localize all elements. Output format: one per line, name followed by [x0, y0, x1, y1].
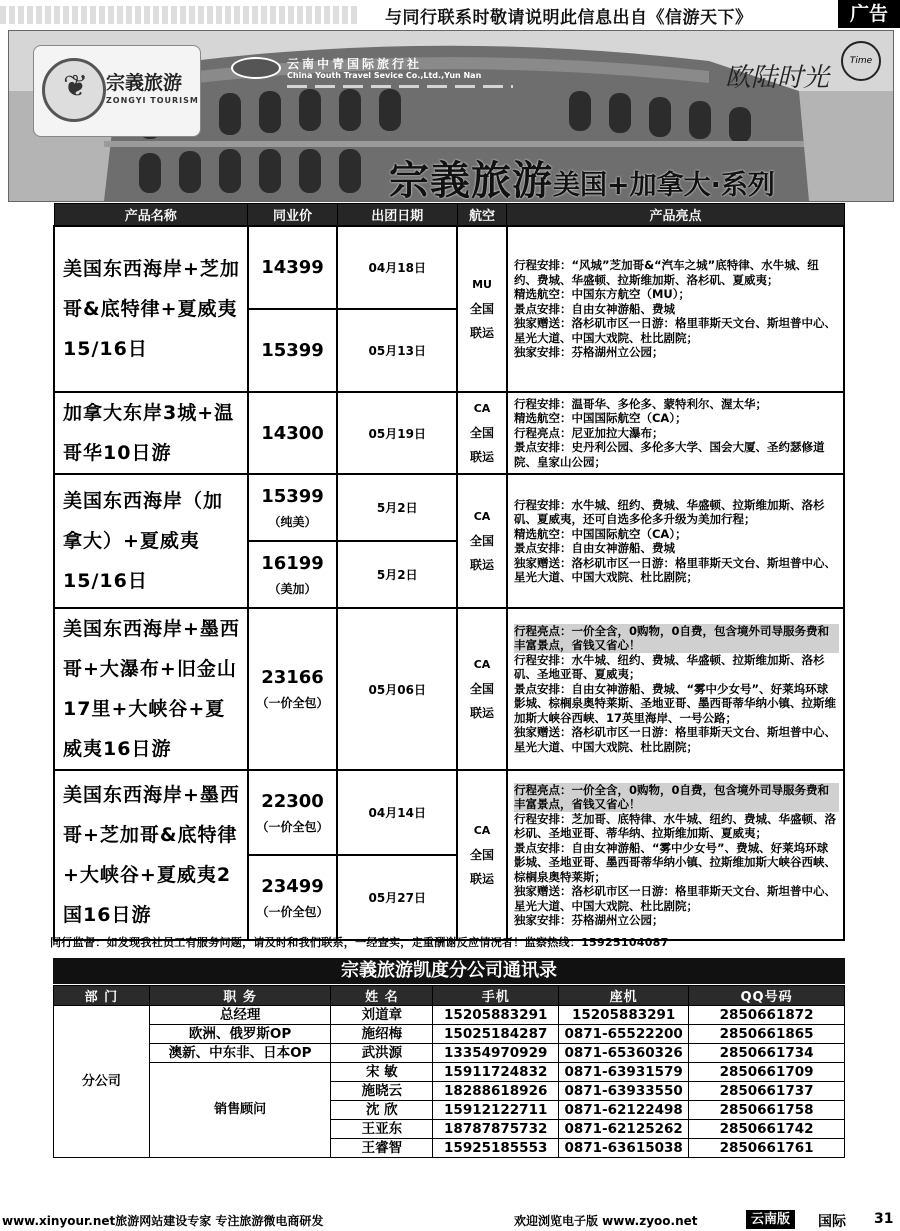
product-highlights [507, 474, 844, 608]
airline-code: CA [473, 824, 491, 837]
mobile-cell: 15911724832 [433, 1063, 559, 1082]
airline-cell [457, 474, 507, 608]
price-value: 14399 [261, 257, 324, 278]
col-department: 部 门 [54, 986, 150, 1006]
cyts-logo-icon [231, 57, 281, 79]
highlight-line: 独家赠送：洛杉矶市区一日游：格里菲斯天文台、斯坦普中心、星光大道、中国大戏院、杜比剧院； [513, 316, 836, 345]
phone-cell: 15205883291 [559, 1006, 689, 1025]
name-cell: 沈 欣 [331, 1101, 433, 1120]
col-name: 姓 名 [331, 986, 433, 1006]
highlight-line: 行程亮点：尼亚加拉大瀑布； [513, 425, 664, 440]
agency-contact-strip [287, 85, 513, 88]
highlight-line: 行程安排：水牛城、纽约、费城、华盛顿、拉斯维加斯、洛杉矶、夏威夷，还可自选多伦多升级为美加行程； [513, 497, 825, 526]
highlight-line: 行程安排：温哥华、多伦多、蒙特利尔、渥太华； [513, 396, 767, 411]
qq-cell: 2850661865 [689, 1025, 845, 1044]
logo-name: 宗義旅游 [106, 72, 183, 94]
product-highlights [507, 608, 844, 770]
highlight-line: 行程安排：“风城”芝加哥&“汽车之城”底特律、水牛城、纽约、费城、华盛顿、拉斯维加斯、洛杉矶、夏威夷； [513, 258, 819, 287]
directory-row [54, 1025, 845, 1044]
product-highlights [507, 226, 844, 392]
phone-cell: 0871-63615038 [559, 1139, 689, 1158]
col-mobile: 手机 [433, 986, 559, 1006]
name-cell: 施绍梅 [331, 1025, 433, 1044]
price-note: （美加） [268, 581, 317, 596]
role-cell: 总经理 [149, 1006, 331, 1025]
product-price [248, 770, 338, 855]
mobile-cell: 15025184287 [433, 1025, 559, 1044]
airline-note: 全国联运 [470, 848, 495, 886]
directory-row [54, 1006, 845, 1025]
highlight-line: 行程安排：水牛城、纽约、费城、华盛顿、拉斯维加斯、洛杉矶、圣地亚哥、夏威夷； [513, 652, 825, 682]
footer-middle: 欢迎浏览电子版 www.zyoo.net [514, 1214, 698, 1228]
mobile-cell: 13354970929 [433, 1044, 559, 1063]
footer-left: www.xinyour.net旅游网站建设专家 专注旅游微电商研发 [2, 1214, 324, 1228]
highlight-line: 景点安排：自由女神游船、费城 [513, 301, 675, 316]
highlight-line: 独家安排：芬格湖州立公园； [513, 345, 664, 360]
departure-date: 5月2日 [337, 474, 457, 541]
price-note: （纯美） [268, 514, 317, 529]
directory-title: 宗義旅游凯度分公司通讯录 [53, 958, 845, 984]
product-price [248, 392, 338, 474]
agency-en: China Youth Travel Sevice Co.,Ltd.,Yun Nan [287, 71, 482, 80]
directory-row [54, 1044, 845, 1063]
banner [8, 30, 894, 202]
product-row [54, 474, 844, 541]
mobile-cell: 15912122711 [433, 1101, 559, 1120]
directory-row [54, 1063, 845, 1082]
product-row [54, 770, 844, 855]
product-row [54, 608, 844, 770]
airline-cell [457, 608, 507, 770]
agency-cn: 云南中青国际旅行社 [287, 57, 423, 71]
col-role: 职 务 [149, 986, 331, 1006]
qq-cell: 2850661709 [689, 1063, 845, 1082]
directory-table [53, 985, 845, 1158]
top-bar [0, 0, 900, 28]
role-cell: 销售顾问 [149, 1063, 331, 1158]
price-value: 23499 [261, 875, 324, 897]
time-badge: Time [841, 41, 881, 81]
col-qq: QQ号码 [689, 986, 845, 1006]
highlight-line: 精选航空：中国国际航空（CA）； [513, 411, 687, 426]
qq-cell: 2850661761 [689, 1139, 845, 1158]
product-price [248, 226, 338, 309]
highlight-line: 行程亮点：一价全含，0购物，0自费，包含境外司导服务费和丰富景点，省钱又省心！ [514, 783, 839, 812]
price-note: （一价全包） [256, 819, 329, 834]
phone-cell: 0871-62125262 [559, 1120, 689, 1139]
highlight-line: 独家赠送：洛杉矶市区一日游：格里菲斯天文台、斯坦普中心、星光大道、中国大戏院、杜比剧院； [513, 884, 836, 913]
product-row [54, 226, 844, 309]
highlight-line: 景点安排：史丹利公园、多伦多大学、国会大厦、圣约瑟修道院、皇家山公园； [513, 440, 825, 469]
phone-cell: 0871-65522200 [559, 1025, 689, 1044]
highlight-line: 景点安排：自由女神游船、费城 [513, 541, 675, 555]
logo-en: ZONGYI TOURISM [106, 96, 199, 105]
name-cell: 刘道章 [331, 1006, 433, 1025]
section-label: 国际 [818, 1214, 846, 1230]
airline-code: CA [473, 402, 491, 415]
highlight-line: 景点安排：自由女神游船、费城、“雾中少女号”、好莱坞环球影城、棕榈泉奥特莱斯、圣地亚哥、墨西哥蒂华纳小镇、拉斯维加斯大峡谷西峡、17英里海岸、一号公路； [513, 681, 836, 725]
brand-name: 宗義旅游 [389, 158, 553, 202]
name-cell: 施晓云 [331, 1082, 433, 1101]
name-cell: 王亚东 [331, 1120, 433, 1139]
product-row [54, 392, 844, 474]
product-name: 美国东西海岸+墨西哥+大瀑布+旧金山17里+大峡谷+夏威夷16日游 [54, 608, 248, 770]
highlight-line: 景点安排：自由女神游船、“雾中少女号”、费城、好莱坞环球影城、圣地亚哥、墨西哥蒂华纳小镇、拉斯维加斯大峡谷西峡、棕榈泉奥特莱斯； [513, 840, 836, 884]
col-price: 同业价 [248, 204, 338, 227]
footer-bar [0, 1210, 900, 1230]
price-value: 15399 [261, 340, 324, 361]
phone-cell: 0871-65360326 [559, 1044, 689, 1063]
role-cell: 欧洲、俄罗斯OP [149, 1025, 331, 1044]
price-note: （一价全包） [256, 696, 329, 710]
airline-code: CA [473, 658, 491, 671]
highlight-line: 行程亮点：一价全含，0购物，0自费，包含境外司导服务费和丰富景点，省钱又省心！ [514, 624, 839, 653]
highlight-line: 独家赠送：洛杉矶市区一日游：格里菲斯天文台、斯坦普中心、星光大道、中国大戏院、杜比剧院； [513, 725, 836, 754]
airline-note: 全国联运 [470, 682, 495, 720]
col-product-name: 产品名称 [54, 204, 248, 227]
role-cell: 澳新、中东非、日本OP [149, 1044, 331, 1063]
name-cell: 武洪源 [331, 1044, 433, 1063]
highlight-line: 独家赠送：洛杉矶市区一日游：格里菲斯天文台、斯坦普中心、星光大道、中国大戏院、杜比剧院； [513, 555, 836, 584]
product-table-header [54, 204, 844, 227]
mobile-cell: 18787875732 [433, 1120, 559, 1139]
ad-tag: 广告 [838, 0, 900, 28]
airline-note: 全国联运 [470, 302, 495, 340]
phone-cell: 0871-63931579 [559, 1063, 689, 1082]
product-name: 美国东西海岸（加拿大）+夏威夷15/16日 [54, 474, 248, 608]
product-name: 美国东西海岸+芝加哥&底特律+夏威夷15/16日 [54, 226, 248, 392]
departure-date: 04月14日 [337, 770, 457, 855]
qq-cell: 2850661737 [689, 1082, 845, 1101]
highlight-line: 行程安排：芝加哥、底特律、水牛城、纽约、费城、华盛顿、洛杉矶、圣地亚哥、蒂华纳、拉斯维加斯、夏威夷； [513, 811, 836, 840]
mobile-cell: 18288618926 [433, 1082, 559, 1101]
product-highlights [507, 770, 844, 940]
phone-cell: 0871-63933550 [559, 1082, 689, 1101]
departure-date: 04月18日 [337, 226, 457, 309]
airline-cell [457, 770, 507, 940]
qq-cell: 2850661758 [689, 1101, 845, 1120]
airline-cell [457, 392, 507, 474]
footprint-icon: ❦ [42, 58, 106, 122]
col-date: 出团日期 [337, 204, 457, 227]
name-cell: 宋 敏 [331, 1063, 433, 1082]
departure-date: 05月06日 [337, 608, 457, 770]
col-phone: 座机 [559, 986, 689, 1006]
departure-date: 05月27日 [337, 855, 457, 940]
highlight-line: 独家安排：芬格湖州立公园； [513, 913, 664, 927]
airline-code: CA [473, 510, 491, 523]
series-name: 美国+加拿大·系列 [553, 170, 775, 201]
price-value: 16199 [261, 552, 324, 574]
product-table [53, 203, 845, 941]
source-notice: 与同行联系时敬请说明此信息出自《信游天下》 [385, 8, 753, 28]
qq-cell: 2850661734 [689, 1044, 845, 1063]
price-value: 15399 [261, 485, 324, 507]
airline-cell [457, 226, 507, 392]
decorative-stripe [0, 6, 360, 24]
product-price [248, 474, 338, 541]
airline-code: MU [472, 278, 492, 291]
product-name: 加拿大东岸3城+温哥华10日游 [54, 392, 248, 474]
mobile-cell: 15925185553 [433, 1139, 559, 1158]
slogan-art: 欧陆时光 [725, 63, 830, 93]
product-price [248, 309, 338, 392]
price-value: 23166 [261, 667, 324, 688]
qq-cell: 2850661872 [689, 1006, 845, 1025]
department-cell: 分公司 [54, 1006, 150, 1158]
product-price [248, 608, 338, 770]
highlight-line: 精选航空：中国国际航空（CA）； [513, 526, 687, 541]
name-cell: 王睿智 [331, 1139, 433, 1158]
col-airline: 航空 [457, 204, 507, 227]
price-value: 22300 [261, 790, 324, 812]
price-value: 14300 [261, 422, 324, 444]
page-number: 31 [874, 1211, 894, 1227]
phone-cell: 0871-62122498 [559, 1101, 689, 1120]
departure-date: 5月2日 [337, 541, 457, 608]
mobile-cell: 15205883291 [433, 1006, 559, 1025]
price-note: （一价全包） [256, 904, 329, 919]
product-price [248, 541, 338, 608]
series-title [389, 149, 775, 202]
directory-header [54, 986, 845, 1006]
col-highlights: 产品亮点 [507, 204, 844, 227]
product-price [248, 855, 338, 940]
zongyi-logo [33, 45, 201, 137]
edition-badge: 云南版 [746, 1210, 795, 1229]
highlight-line: 精选航空：中国东方航空（MU）； [513, 287, 691, 302]
supervision-notice: 同行监督：如发现我社员工有服务问题，请及时和我们联系，一经查实，定重酬谢反应情况者！监察热线：15925104087 [50, 936, 669, 949]
product-name: 美国东西海岸+墨西哥+芝加哥&底特律+大峡谷+夏威夷2国16日游 [54, 770, 248, 940]
qq-cell: 2850661742 [689, 1120, 845, 1139]
product-highlights [507, 392, 844, 474]
airline-note: 全国联运 [470, 534, 495, 572]
departure-date: 05月13日 [337, 309, 457, 392]
airline-note: 全国联运 [470, 426, 495, 464]
departure-date: 05月19日 [337, 392, 457, 474]
